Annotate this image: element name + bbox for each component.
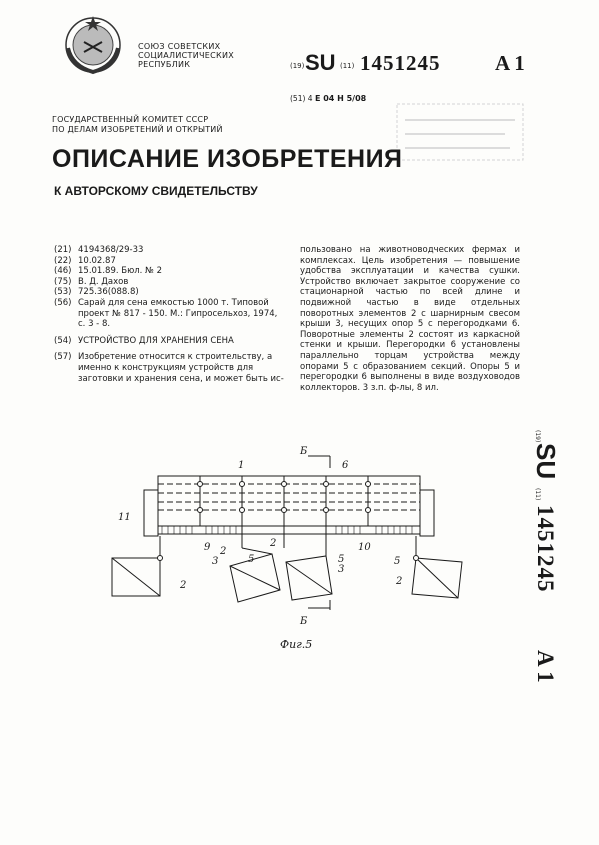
biblio-row: (21) 4194368/29-33 — [54, 245, 144, 255]
document-subtitle: К АВТОРСКОМУ СВИДЕТЕЛЬСТВУ — [54, 184, 258, 198]
figure-caption: Фиг.5 — [280, 638, 313, 651]
side-inid-11: (11) — [534, 488, 541, 501]
label-11: 11 — [118, 512, 131, 523]
side-country-code: SU — [531, 443, 561, 480]
side-kind-code: A 1 — [533, 650, 558, 683]
kind-code: A 1 — [495, 51, 525, 75]
label-1: 1 — [238, 460, 245, 471]
document-title: ОПИСАНИЕ ИЗОБРЕТЕНИЯ — [52, 145, 403, 173]
technical-drawing-fig5 — [100, 438, 500, 660]
label-6: 6 — [342, 460, 349, 471]
label-3b: 3 — [338, 564, 345, 575]
label-10: 10 — [358, 542, 371, 553]
bibliographic-data — [54, 245, 284, 384]
ipc-code: E 04 H 5/08 — [314, 94, 367, 103]
end-block-right — [420, 490, 434, 536]
floor-hatching — [162, 526, 412, 534]
side-inid-19: (19) — [534, 430, 541, 443]
section-mark-bottom: Б — [300, 616, 308, 627]
biblio-row-abstract: (57) Изобретение относится к строительству, а именно к конструкциям устройств для заготовки и хранения сена, и может быть ис- — [54, 352, 284, 384]
biblio-row: (53) 725.36(088.8) — [54, 287, 139, 298]
inid-51-label: (51) 4 — [290, 94, 313, 103]
inid-19-label: (19) — [290, 62, 305, 70]
abstract-text: пользовано на животноводческих фермах и комплексах. Цель изобретения — повышение удобства эксплуатации и качества сушки. Устройство включает закрытое сооружение со стационарной частью по всей длине и подвижной частью в виде отдельных поворотных элементов 2 с шарнирным свесом крыши 3, несущих опор 5 с перегородками 6. Поворотные элементы 2 состоят из каркасной стенки и крыши. Перегородки 6 установлены параллельно торцам устройства между опорами 5 с образованием секций. Опоры 5 и перегородки 6 выполнены в виде воздуховодов коллекторов. 3 з.п. ф-лы, 8 ил. — [300, 245, 520, 393]
biblio-row: (75) В. Д. Дахов — [54, 276, 129, 287]
label-2d: 2 — [396, 576, 403, 587]
section-mark-top: Б — [300, 446, 308, 457]
biblio-row: (22) 10.02.87 — [54, 255, 116, 266]
biblio-row: (46) 15.01.89. Бюл. № 2 — [54, 266, 163, 277]
label-5c: 5 — [394, 556, 401, 567]
label-3a: 3 — [212, 556, 219, 567]
label-5b: 5 — [338, 554, 345, 565]
country-code: SU — [305, 50, 336, 75]
library-stamp — [395, 102, 525, 162]
patent-number: 1451245 — [360, 51, 441, 75]
floor-band — [158, 526, 420, 534]
side-patent-number: 1451245 — [533, 505, 558, 593]
committee-name: ГОСУДАРСТВЕННЫЙ КОМИТЕТ СССР ПО ДЕЛАМ ИЗОБРЕТЕНИЙ И ОТКРЫТИЙ — [52, 115, 223, 134]
state-emblem — [62, 14, 124, 76]
label-2a: 2 — [220, 546, 227, 557]
label-2b: 2 — [180, 580, 187, 591]
label-9: 9 — [204, 542, 211, 553]
biblio-row-title: (54) УСТРОЙСТВО ДЛЯ ХРАНЕНИЯ СЕНА — [54, 335, 234, 346]
organization-name: СОЮЗ СОВЕТСКИХ СОЦИАЛИСТИЧЕСКИХ РЕСПУБЛИК — [138, 42, 235, 69]
end-block-left — [144, 490, 158, 536]
biblio-row: (56) Сарай для сена емкостью 1000 т. Типовой проект № 817 - 150. М.: Гипросельхоз, 1974, с. 3 - 8. — [54, 297, 278, 330]
ipc-line — [290, 94, 366, 103]
inid-11-label: (11) — [340, 62, 355, 70]
label-2c: 2 — [270, 538, 277, 549]
label-5a: 5 — [248, 554, 255, 565]
